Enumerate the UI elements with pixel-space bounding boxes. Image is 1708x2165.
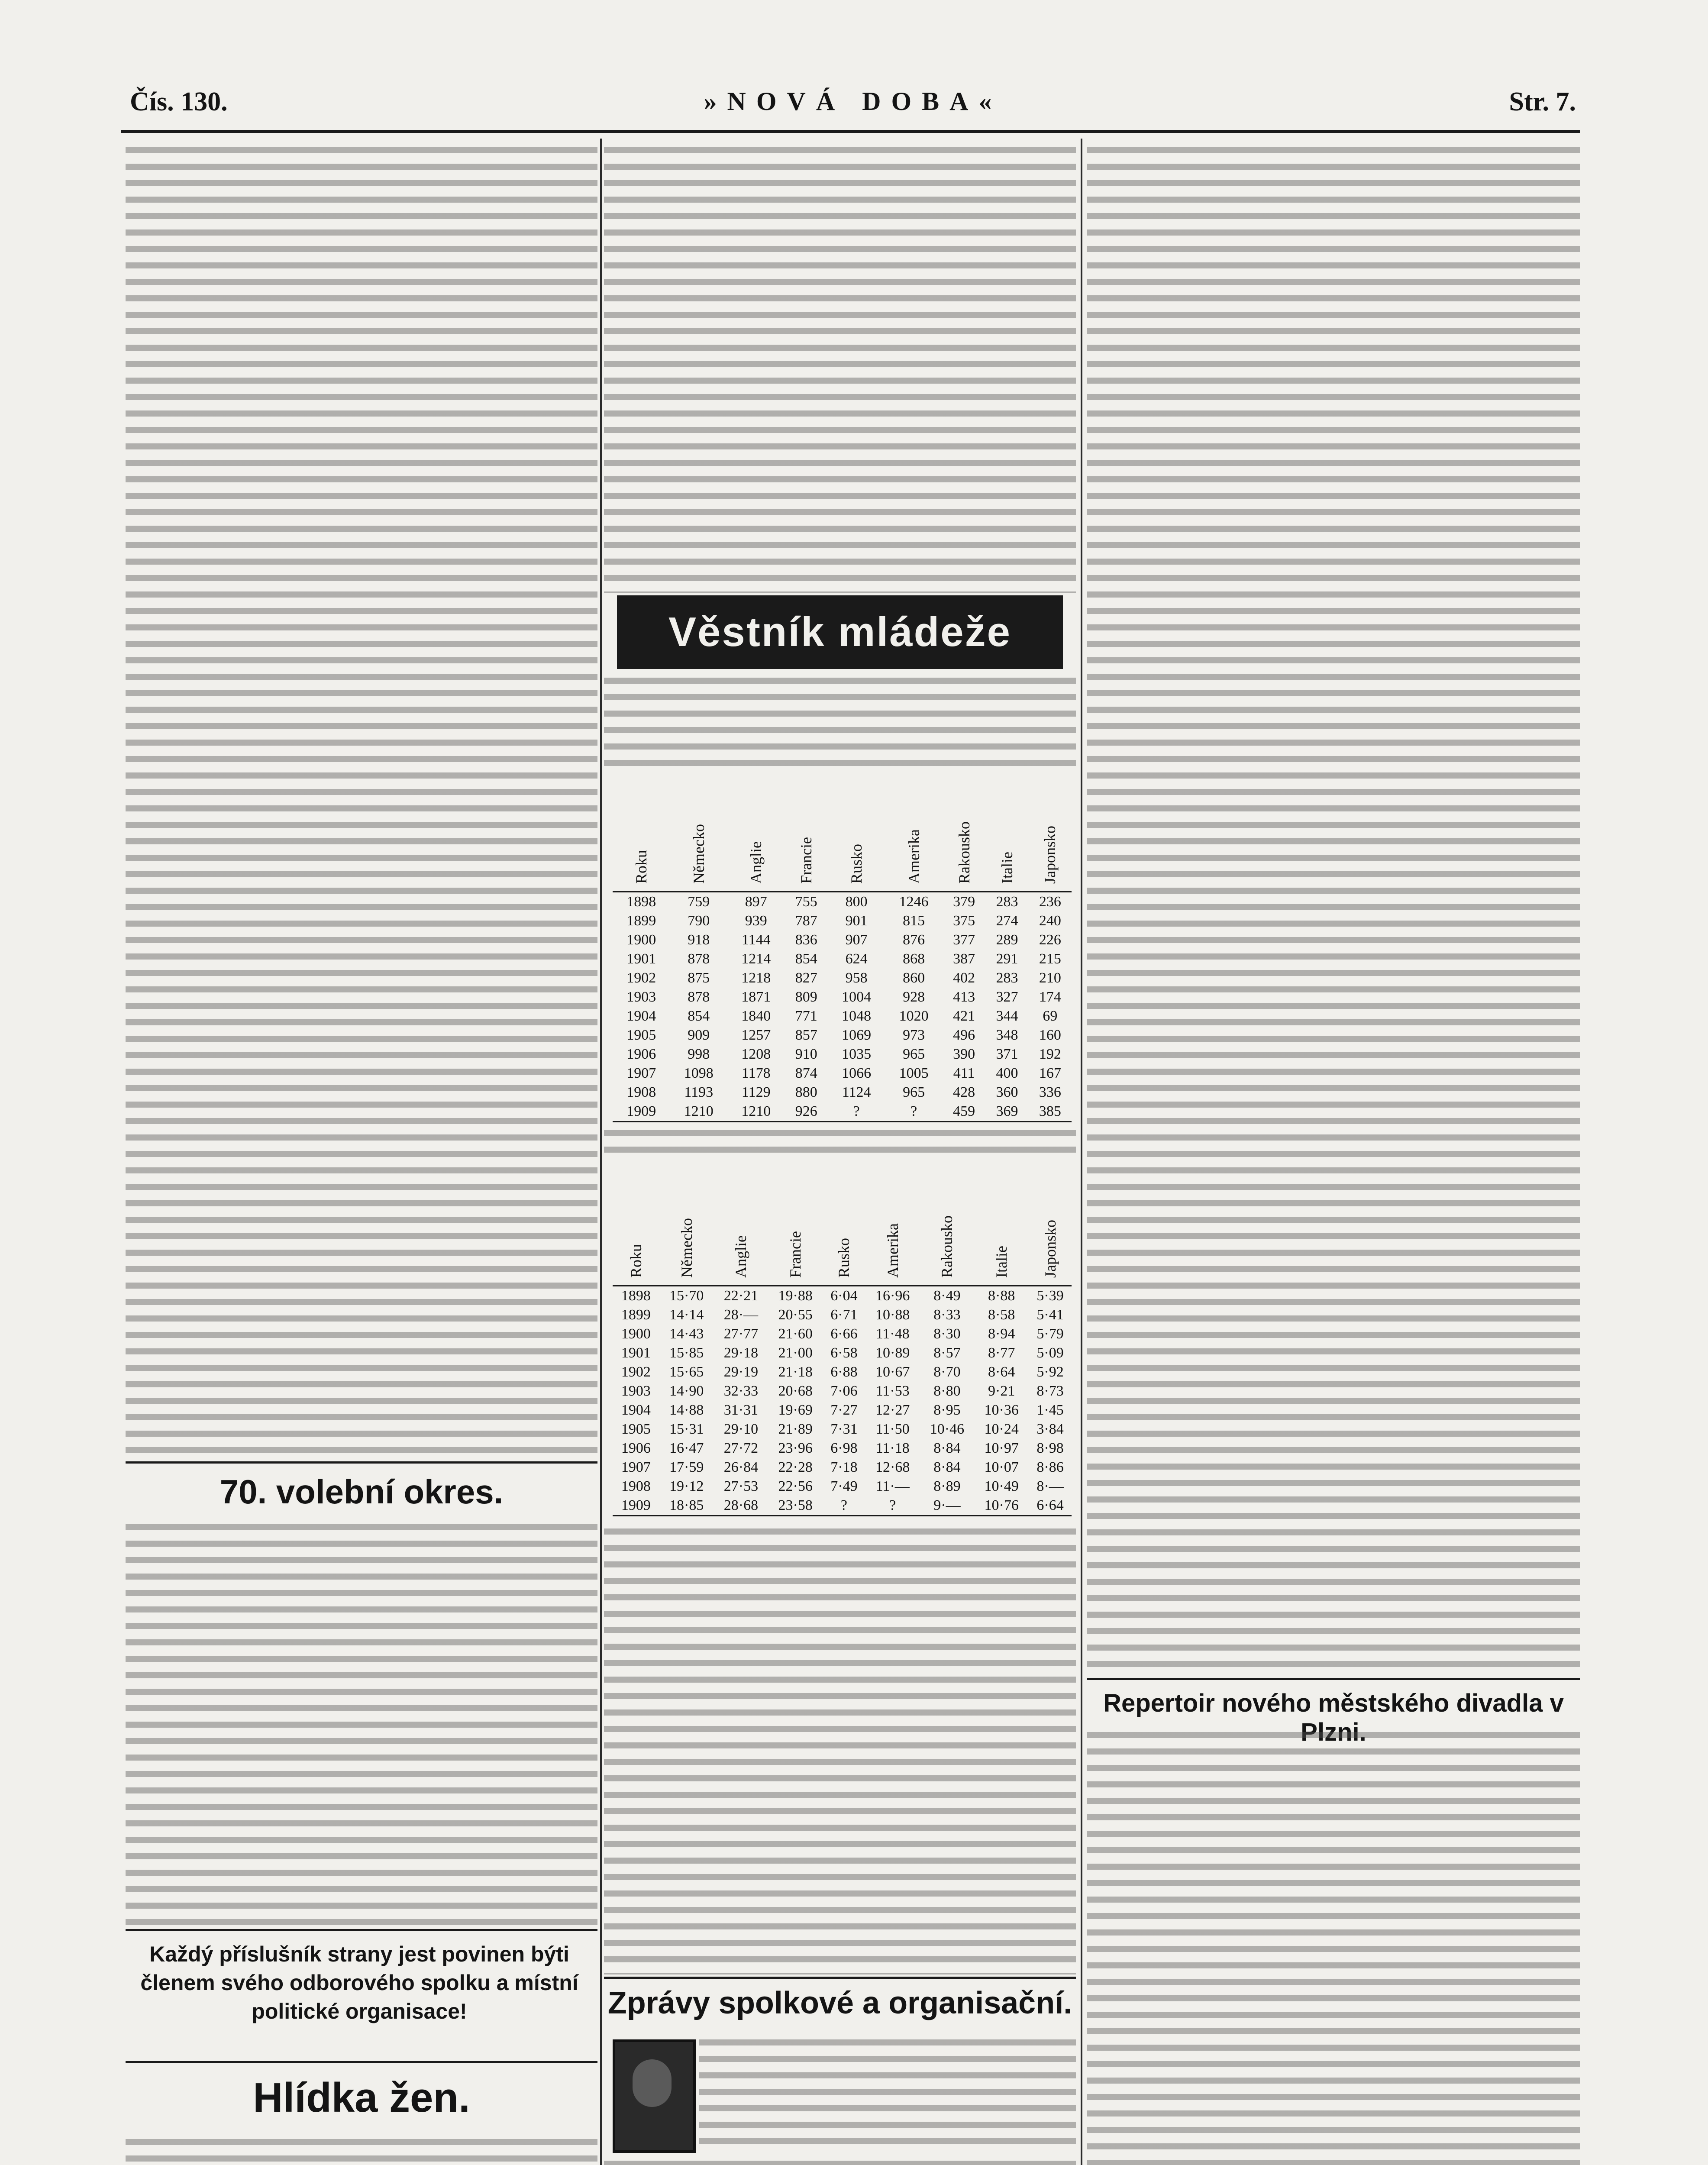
table-cell: 1905 — [626, 1027, 656, 1043]
table-cell: 973 — [903, 1027, 925, 1043]
heading-associations: Zprávy spolkové a organisační. — [607, 1986, 1072, 2020]
column-header: Rakousko — [943, 762, 985, 892]
table-cell: 1144 — [741, 932, 771, 948]
table-cell: 6·58 — [830, 1345, 858, 1361]
table-cell: 1048 — [842, 1008, 872, 1024]
table-cell: 274 — [996, 913, 1018, 929]
table-cell: 11·48 — [875, 1326, 910, 1342]
table-cell: 459 — [943, 1102, 985, 1122]
table-row — [613, 1305, 1072, 1325]
table-cell: 377 — [953, 932, 975, 948]
table-cell: 1257 — [741, 1027, 771, 1043]
table-cell: 827 — [795, 970, 817, 986]
column-header: Roku — [613, 762, 670, 892]
table-cell: 375 — [953, 913, 975, 929]
table-cell: 836 — [795, 932, 817, 948]
table-cell: 20·55 — [778, 1307, 813, 1323]
column-header: Rusko — [823, 1156, 865, 1286]
column-header: Roku — [613, 1156, 659, 1286]
table-cell: 10·49 — [984, 1478, 1019, 1494]
table-cell: 1210 — [727, 1102, 785, 1122]
table-cell: 28·— — [723, 1307, 759, 1323]
table-cell: 385 — [1029, 1102, 1072, 1122]
table-cell: 800 — [845, 894, 868, 910]
table-cell: 7·31 — [830, 1421, 858, 1437]
table-cell: 9·— — [920, 1496, 975, 1516]
table-cell: 411 — [953, 1065, 975, 1081]
table-cell: 5·92 — [1036, 1364, 1064, 1380]
table-cell: 1903 — [626, 989, 656, 1005]
table-cell: 1905 — [621, 1421, 651, 1437]
table-cell: 876 — [903, 932, 925, 948]
table-cell: 8·77 — [988, 1345, 1015, 1361]
table-row — [613, 1286, 1072, 1306]
per-capita-spending-table — [613, 1156, 1072, 1516]
table-cell: 11·53 — [875, 1383, 910, 1399]
table-cell: ? — [885, 1102, 943, 1122]
table-cell: 21·18 — [778, 1364, 813, 1380]
table-cell: 327 — [996, 989, 1018, 1005]
table-cell: 1899 — [626, 913, 656, 929]
table-cell: 10·88 — [875, 1307, 910, 1323]
table-cell: 496 — [953, 1027, 975, 1043]
table-cell: 14·90 — [669, 1383, 704, 1399]
table-cell: 868 — [903, 951, 925, 967]
divider — [126, 1461, 597, 1464]
table-cell: 1208 — [741, 1046, 771, 1062]
table-cell: 809 — [795, 989, 817, 1005]
column-1 — [126, 139, 597, 2165]
divider — [604, 1977, 1076, 1979]
table-cell: 428 — [953, 1084, 975, 1100]
table-cell: 8·84 — [933, 1440, 961, 1456]
table-cell: 289 — [996, 932, 1018, 948]
table-cell: 10·36 — [984, 1402, 1019, 1418]
table-cell: 10·07 — [984, 1459, 1019, 1475]
table-cell: 7·27 — [830, 1402, 858, 1418]
table-cell: 348 — [996, 1027, 1018, 1043]
table-cell: 1907 — [626, 1065, 656, 1081]
table-cell: 26·84 — [723, 1459, 759, 1475]
table-cell: 939 — [745, 913, 767, 929]
table-cell: 787 — [795, 913, 817, 929]
table-cell: 9·21 — [988, 1383, 1015, 1399]
column-header: Německo — [659, 1156, 714, 1286]
table-cell: 1909 — [613, 1102, 670, 1122]
table-cell: 910 — [795, 1046, 817, 1062]
table-cell: 379 — [953, 894, 975, 910]
table-cell: 23·96 — [778, 1440, 813, 1456]
article-text — [126, 147, 597, 1459]
table-cell: 6·04 — [830, 1288, 858, 1304]
article-text — [1087, 1732, 1580, 2165]
table-cell: 29·10 — [723, 1421, 759, 1437]
table-cell: 23·58 — [768, 1496, 823, 1516]
table-cell: 10·67 — [875, 1364, 910, 1380]
table-cell: 909 — [688, 1027, 710, 1043]
table-cell: 8·33 — [933, 1307, 961, 1323]
table-cell: 10·46 — [930, 1421, 965, 1437]
table-cell: 283 — [996, 894, 1018, 910]
table-cell: 21·60 — [778, 1326, 813, 1342]
table-cell: 1908 — [626, 1084, 656, 1100]
table-cell: 7·06 — [830, 1383, 858, 1399]
column-header: Italie — [985, 762, 1028, 892]
table-cell: 1069 — [842, 1027, 872, 1043]
table-cell: 815 — [903, 913, 925, 929]
table-cell: 1904 — [626, 1008, 656, 1024]
table-cell: 14·14 — [669, 1307, 704, 1323]
table-cell: 1098 — [684, 1065, 714, 1081]
table-cell: 1840 — [741, 1008, 771, 1024]
table-cell: 22·21 — [723, 1288, 759, 1304]
portrait-image — [613, 2039, 696, 2153]
table-cell: 1902 — [621, 1364, 651, 1380]
table-cell: 1898 — [626, 894, 656, 910]
table-cell: 1901 — [626, 951, 656, 967]
table-cell: 878 — [688, 951, 710, 967]
table-cell: 192 — [1039, 1046, 1061, 1062]
table-cell: 5·41 — [1036, 1307, 1064, 1323]
heading-women: Hlídka žen. — [253, 2075, 470, 2121]
table-cell: 11·— — [875, 1478, 910, 1494]
table-cell: 8·80 — [933, 1383, 961, 1399]
table-cell: 1899 — [621, 1307, 651, 1323]
table-cell: 19·69 — [778, 1402, 813, 1418]
table-row — [613, 1007, 1072, 1026]
table-cell: 759 — [688, 894, 710, 910]
table-cell: 10·76 — [974, 1496, 1029, 1516]
column-header: Japonsko — [1029, 762, 1072, 892]
table-cell: 3·84 — [1036, 1421, 1064, 1437]
table-cell: 167 — [1039, 1065, 1061, 1081]
table-cell: 1902 — [626, 970, 656, 986]
table-cell: 16·96 — [875, 1288, 910, 1304]
table-row — [613, 1382, 1072, 1401]
table-cell: 5·09 — [1036, 1345, 1064, 1361]
column-header: Amerika — [865, 1156, 920, 1286]
table-cell: 6·64 — [1029, 1496, 1072, 1516]
table-cell: 926 — [785, 1102, 828, 1122]
column-2 — [604, 139, 1076, 2165]
table-cell: 1906 — [621, 1440, 651, 1456]
table-cell: 15·65 — [669, 1364, 704, 1380]
article-text — [604, 1528, 1076, 1974]
youth-banner: Věstník mládeže — [617, 595, 1063, 669]
table-row — [613, 950, 1072, 969]
table-row — [613, 892, 1072, 912]
column-divider — [600, 139, 602, 2165]
table-cell: 390 — [953, 1046, 975, 1062]
column-divider — [1081, 139, 1082, 2165]
table-row — [613, 969, 1072, 988]
table-cell: 1·45 — [1036, 1402, 1064, 1418]
table-cell: 1907 — [621, 1459, 651, 1475]
column-header: Anglie — [714, 1156, 768, 1286]
table-cell: 1066 — [842, 1065, 872, 1081]
table-row — [613, 1102, 1072, 1122]
table-cell: 22·56 — [778, 1478, 813, 1494]
table-cell: 1246 — [899, 894, 929, 910]
table-row — [613, 1045, 1072, 1064]
divider — [126, 1929, 597, 1931]
table-cell: 29·18 — [723, 1345, 759, 1361]
table-cell: 1901 — [621, 1345, 651, 1361]
heading-district: 70. volební okres. — [220, 1473, 504, 1511]
table-cell: 28·68 — [714, 1496, 768, 1516]
table-cell: 11·50 — [875, 1421, 910, 1437]
table-cell: 1898 — [621, 1288, 651, 1304]
column-3 — [1087, 139, 1580, 2165]
heading-theatre: Repertoir nového městského divadla v Plzni. — [1103, 1689, 1564, 1746]
table-cell: 857 — [795, 1027, 817, 1043]
table-cell: 1210 — [670, 1102, 728, 1122]
table-cell: 15·31 — [669, 1421, 704, 1437]
table-cell: 624 — [845, 951, 868, 967]
table-cell: 854 — [795, 951, 817, 967]
table-cell: 8·88 — [988, 1288, 1015, 1304]
article-text — [699, 2039, 1076, 2152]
table-cell: 413 — [953, 989, 975, 1005]
table-cell: 8·30 — [933, 1326, 961, 1342]
table-cell: 240 — [1039, 913, 1061, 929]
table-cell: 8·57 — [933, 1345, 961, 1361]
table-cell: 174 — [1039, 989, 1061, 1005]
table-cell: 17·59 — [669, 1459, 704, 1475]
table-cell: 8·86 — [1036, 1459, 1064, 1475]
naval-spending-table — [613, 762, 1072, 1122]
column-header: Rusko — [828, 762, 885, 892]
table-row — [613, 1439, 1072, 1458]
table-row — [613, 1064, 1072, 1083]
table-cell: 29·19 — [723, 1364, 759, 1380]
table-cell: 901 — [845, 913, 868, 929]
column-header: Francie — [768, 1156, 823, 1286]
issue-number: Čís. 130. — [130, 87, 228, 116]
table-cell: 965 — [903, 1046, 925, 1062]
table-cell: 15·70 — [669, 1288, 704, 1304]
table-cell: 8·84 — [933, 1459, 961, 1475]
table-cell: 1900 — [621, 1326, 651, 1342]
table-cell: 6·66 — [830, 1326, 858, 1342]
table-row — [613, 1401, 1072, 1420]
table-cell: 421 — [953, 1008, 975, 1024]
article-text — [126, 2139, 597, 2165]
table-cell: 8·95 — [933, 1402, 961, 1418]
table-cell: 1035 — [842, 1046, 872, 1062]
table-cell: 860 — [903, 970, 925, 986]
table-row — [613, 1344, 1072, 1363]
table-cell: 19·12 — [669, 1478, 704, 1494]
table-cell: 8·89 — [933, 1478, 961, 1494]
table-cell: 6·88 — [830, 1364, 858, 1380]
table-cell: 918 — [688, 932, 710, 948]
table-cell: ? — [865, 1496, 920, 1516]
table-cell: 210 — [1039, 970, 1061, 986]
column-header: Anglie — [727, 762, 785, 892]
table-row — [613, 1477, 1072, 1496]
table-cell: 402 — [953, 970, 975, 986]
article-text — [126, 1524, 597, 1927]
table-row — [613, 911, 1072, 931]
table-cell: 1124 — [842, 1084, 871, 1100]
table-row — [613, 1083, 1072, 1102]
table-cell: 1020 — [899, 1008, 929, 1024]
table-cell: 10·24 — [984, 1421, 1019, 1437]
column-header: Rakousko — [920, 1156, 975, 1286]
table-cell: 291 — [996, 951, 1018, 967]
divider — [1087, 1678, 1580, 1680]
table-cell: 371 — [996, 1046, 1018, 1062]
table-cell: 11·18 — [875, 1440, 910, 1456]
table-cell: 1214 — [741, 951, 771, 967]
table-cell: 336 — [1039, 1084, 1061, 1100]
table-row — [613, 1458, 1072, 1477]
table-cell: 344 — [996, 1008, 1018, 1024]
table-cell: 8·94 — [988, 1326, 1015, 1342]
table-cell: 27·72 — [723, 1440, 759, 1456]
table-cell: ? — [823, 1496, 865, 1516]
table-row — [613, 1325, 1072, 1344]
article-text — [604, 147, 1076, 593]
table-cell: 1178 — [741, 1065, 771, 1081]
page-header — [130, 87, 1576, 117]
table-cell: 16·47 — [669, 1440, 704, 1456]
table-cell: 32·33 — [723, 1383, 759, 1399]
column-header: Německo — [670, 762, 728, 892]
table-cell: 1871 — [741, 989, 771, 1005]
table-cell: 1909 — [613, 1496, 659, 1516]
table-cell: 1900 — [626, 932, 656, 948]
table-cell: 31·31 — [723, 1402, 759, 1418]
table-cell: 21·89 — [778, 1421, 813, 1437]
table-cell: 14·43 — [669, 1326, 704, 1342]
table-cell: 160 — [1039, 1027, 1061, 1043]
table-cell: 8·98 — [1036, 1440, 1064, 1456]
table-row — [613, 1363, 1072, 1382]
table-cell: 15·85 — [669, 1345, 704, 1361]
table-cell: 8·— — [1036, 1478, 1064, 1494]
table-cell: 69 — [1043, 1008, 1058, 1024]
table-cell: 1004 — [842, 989, 872, 1005]
table-cell: 8·58 — [988, 1307, 1015, 1323]
table-cell: 958 — [845, 970, 868, 986]
table-cell: 215 — [1039, 951, 1061, 967]
notice-box: Každý příslušník strany jest povinen býti členem svého odborového spolku a místní politické organisace! — [140, 1942, 578, 2023]
table-cell: 400 — [996, 1065, 1018, 1081]
divider — [126, 2061, 597, 2063]
table-cell: 22·28 — [778, 1459, 813, 1475]
table-cell: 1908 — [621, 1478, 651, 1494]
table-cell: 880 — [795, 1084, 817, 1100]
masthead: »NOVÁ DOBA« — [704, 87, 1002, 116]
table-cell: 8·70 — [933, 1364, 961, 1380]
table-cell: 360 — [996, 1084, 1018, 1100]
table-cell: 5·79 — [1036, 1326, 1064, 1342]
table-cell: 387 — [953, 951, 975, 967]
table-cell: 19·88 — [778, 1288, 813, 1304]
table-cell: ? — [828, 1102, 885, 1122]
header-rule — [121, 130, 1580, 133]
table-cell: 1904 — [621, 1402, 651, 1418]
table-row — [613, 1496, 1072, 1516]
column-header: Francie — [785, 762, 828, 892]
table-cell: 283 — [996, 970, 1018, 986]
table-cell: 5·39 — [1036, 1288, 1064, 1304]
table-cell: 874 — [795, 1065, 817, 1081]
table-cell: 1129 — [741, 1084, 771, 1100]
table-cell: 7·49 — [830, 1478, 858, 1494]
table-cell: 27·77 — [723, 1326, 759, 1342]
column-header: Italie — [974, 1156, 1029, 1286]
column-header: Japonsko — [1029, 1156, 1072, 1286]
table-cell: 8·64 — [988, 1364, 1015, 1380]
table-cell: 236 — [1039, 894, 1061, 910]
table-cell: 878 — [688, 989, 710, 1005]
table-cell: 897 — [745, 894, 767, 910]
table-cell: 10·97 — [984, 1440, 1019, 1456]
table-cell: 21·00 — [778, 1345, 813, 1361]
table-cell: 875 — [688, 970, 710, 986]
article-text — [1087, 147, 1580, 1676]
table-cell: 998 — [688, 1046, 710, 1062]
column-header: Amerika — [885, 762, 943, 892]
table-cell: 928 — [903, 989, 925, 1005]
table-cell: 226 — [1039, 932, 1061, 948]
table-cell: 18·85 — [659, 1496, 714, 1516]
table-cell: 790 — [688, 913, 710, 929]
table-cell: 12·27 — [875, 1402, 910, 1418]
table-row — [613, 1420, 1072, 1439]
page-number: Str. 7. — [1509, 87, 1576, 116]
table-cell: 8·73 — [1036, 1383, 1064, 1399]
table-cell: 14·88 — [669, 1402, 704, 1418]
table-cell: 369 — [985, 1102, 1028, 1122]
table-cell: 1906 — [626, 1046, 656, 1062]
table-cell: 6·71 — [830, 1307, 858, 1323]
table-cell: 907 — [845, 932, 868, 948]
table-cell: 1005 — [899, 1065, 929, 1081]
table-cell: 854 — [688, 1008, 710, 1024]
table-cell: 7·18 — [830, 1459, 858, 1475]
table-cell: 771 — [795, 1008, 817, 1024]
table-cell: 755 — [795, 894, 817, 910]
table-cell: 1193 — [684, 1084, 714, 1100]
table-cell: 1903 — [621, 1383, 651, 1399]
table-cell: 20·68 — [778, 1383, 813, 1399]
article-text — [604, 2161, 1076, 2165]
table-row — [613, 931, 1072, 950]
table-row — [613, 988, 1072, 1007]
table-row — [613, 1026, 1072, 1045]
table-cell: 27·53 — [723, 1478, 759, 1494]
article-text — [604, 678, 1076, 773]
table-cell: 965 — [903, 1084, 925, 1100]
table-cell: 1218 — [741, 970, 771, 986]
table-cell: 6·98 — [830, 1440, 858, 1456]
table-cell: 12·68 — [875, 1459, 910, 1475]
table-cell: 8·49 — [933, 1288, 961, 1304]
table-cell: 10·89 — [875, 1345, 910, 1361]
